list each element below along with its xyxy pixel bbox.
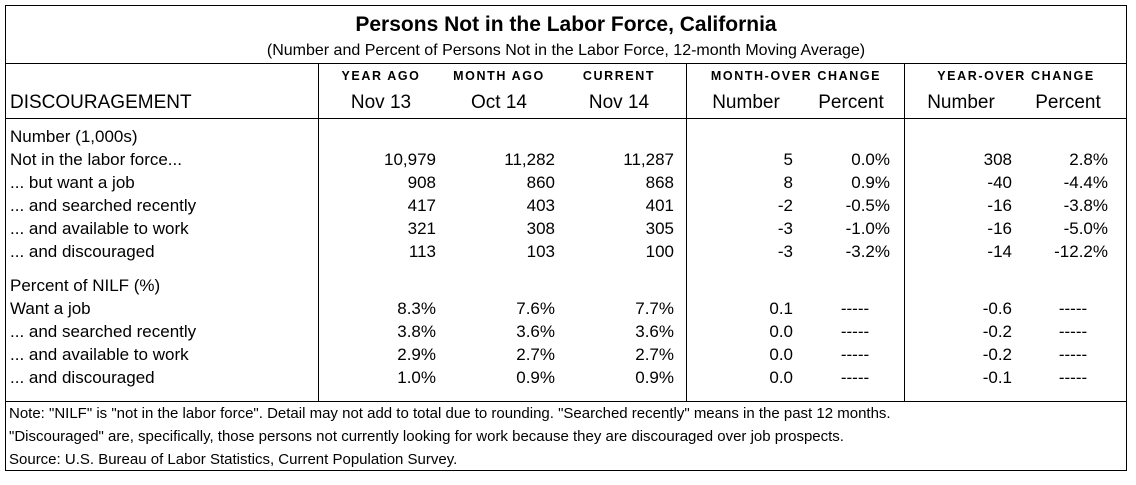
- table-cell: 0.0: [769, 368, 793, 387]
- table-cell: 860: [526, 173, 555, 192]
- table-cell: 10,979: [384, 150, 436, 169]
- header-month-over-change: MONTH-OVER CHANGE: [710, 69, 882, 83]
- table-cell: -14: [987, 242, 1012, 261]
- table-cell: 308: [526, 219, 555, 238]
- table-cell: 3.6%: [635, 322, 674, 341]
- table-cell: -----: [1058, 322, 1088, 341]
- table-cell: 868: [645, 173, 674, 192]
- table-cell: 2.9%: [397, 345, 436, 364]
- table-cell: -4.4%: [1063, 173, 1108, 192]
- table-cell: 0.9%: [635, 368, 674, 387]
- table-cell: -16: [987, 219, 1012, 238]
- table-cell: 103: [526, 242, 555, 261]
- table-cell: -2: [777, 196, 793, 215]
- table-cell: 0.9%: [851, 173, 890, 192]
- row-label: ... and discouraged: [10, 368, 155, 387]
- table-cell: 113: [408, 242, 436, 261]
- table-cell: -----: [840, 345, 870, 364]
- rule-above-notes: [6, 401, 1126, 402]
- table-cell: -12.2%: [1054, 242, 1108, 261]
- header-mom-number: Number: [712, 92, 780, 113]
- table-cell: -0.5%: [845, 196, 890, 215]
- table-subtitle: (Number and Percent of Persons Not in the Labor Force, 12-month Moving Average): [266, 42, 866, 59]
- table-cell: -0.2: [982, 322, 1012, 341]
- table-cell: -0.6: [982, 299, 1012, 318]
- header-mom-percent: Percent: [818, 92, 884, 113]
- table-cell: 1.0%: [397, 368, 436, 387]
- table-cell: -3.2%: [845, 242, 890, 261]
- table-cell: -----: [840, 299, 870, 318]
- table-cell: 0.0: [769, 322, 793, 341]
- table-cell: -3.8%: [1063, 196, 1108, 215]
- row-label: ... and searched recently: [10, 322, 197, 341]
- data-table: [5, 5, 1127, 471]
- row-label: ... and available to work: [10, 345, 189, 364]
- col-divider-3: [904, 63, 905, 401]
- table-cell: 100: [645, 242, 674, 261]
- table-cell: 0.1: [769, 299, 793, 318]
- table-cell: 308: [983, 150, 1012, 169]
- row-label: Want a job: [10, 299, 91, 318]
- rule-below-header: [6, 118, 1126, 119]
- header-yoy-number: Number: [927, 92, 995, 113]
- table-cell: 403: [526, 196, 555, 215]
- table-cell: -40: [987, 173, 1012, 192]
- table-cell: -0.1: [982, 368, 1012, 387]
- section-heading-percent: Percent of NILF (%): [10, 276, 161, 295]
- table-cell: 11,282: [504, 150, 555, 169]
- table-cell: 2.8%: [1069, 150, 1108, 169]
- row-header: DISCOURAGEMENT: [10, 92, 192, 113]
- table-cell: 7.7%: [635, 299, 674, 318]
- table-cell: -----: [1058, 299, 1088, 318]
- header-nov-13: Nov 13: [350, 92, 412, 113]
- table-cell: 401: [645, 196, 674, 215]
- table-cell: 305: [645, 219, 674, 238]
- table-cell: 8.3%: [397, 299, 436, 318]
- row-label: ... and discouraged: [10, 242, 155, 261]
- table-cell: 0.0: [769, 345, 793, 364]
- table-cell: 8: [783, 173, 793, 192]
- note-line-3: Source: U.S. Bureau of Labor Statistics, Current Population Survey.: [9, 451, 458, 468]
- col-divider-2: [686, 63, 687, 401]
- note-line-1: Note: "NILF" is "not in the labor force". Detail may not add to total due to rounding. "Searched recently" means in the past 12 months.: [9, 405, 891, 422]
- table-cell: -3: [777, 219, 793, 238]
- header-year-over-change: YEAR-OVER CHANGE: [937, 69, 1095, 83]
- table-cell: 417: [407, 196, 436, 215]
- table-cell: -0.2: [982, 345, 1012, 364]
- table-cell: 3.8%: [397, 322, 436, 341]
- note-line-2: "Discouraged" are, specifically, those persons not currently looking for work because they are discouraged over job prospects.: [9, 428, 844, 445]
- row-label: Not in the labor force...: [10, 150, 182, 169]
- table-cell: 3.6%: [516, 322, 555, 341]
- row-label: ... and available to work: [10, 219, 189, 238]
- header-oct-14: Oct 14: [471, 92, 527, 113]
- table-title: Persons Not in the Labor Force, California: [355, 13, 777, 36]
- header-year-ago: YEAR AGO: [341, 69, 421, 83]
- section-heading-number: Number (1,000s): [10, 127, 138, 146]
- header-yoy-percent: Percent: [1035, 92, 1101, 113]
- table-cell: -1.0%: [845, 219, 890, 238]
- table-cell: 321: [407, 219, 436, 238]
- table-cell: 0.9%: [516, 368, 555, 387]
- header-nov-14: Nov 14: [588, 92, 650, 113]
- table-cell: -3: [777, 242, 793, 261]
- table-cell: -----: [1058, 345, 1088, 364]
- table-cell: 11,287: [623, 150, 674, 169]
- table-cell: 7.6%: [516, 299, 555, 318]
- table-cell: 2.7%: [635, 345, 674, 364]
- table-cell: 2.7%: [516, 345, 555, 364]
- rule-below-title: [6, 63, 1126, 64]
- header-month-ago: MONTH AGO: [453, 69, 545, 83]
- table-cell: -----: [840, 322, 870, 341]
- table-cell: -5.0%: [1063, 219, 1108, 238]
- table-cell: 908: [407, 173, 436, 192]
- row-label: ... but want a job: [10, 173, 135, 192]
- table-cell: -----: [840, 368, 870, 387]
- row-label: ... and searched recently: [10, 196, 197, 215]
- col-divider-1: [318, 63, 319, 401]
- table-cell: 5: [783, 150, 793, 169]
- table-cell: -16: [987, 196, 1012, 215]
- table-cell: -----: [1058, 368, 1088, 387]
- header-current: CURRENT: [582, 69, 656, 83]
- table-cell: 0.0%: [851, 150, 890, 169]
